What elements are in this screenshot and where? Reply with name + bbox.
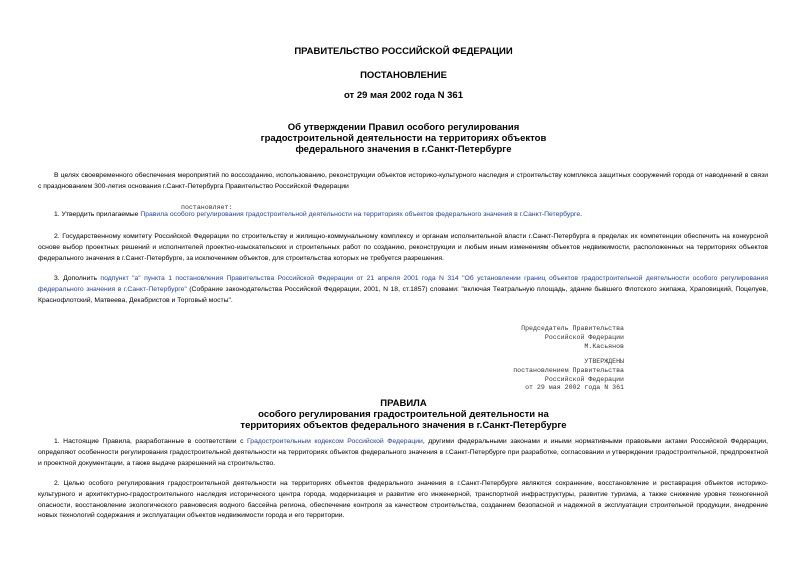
approval-line: УТВЕРЖДЕНЫ xyxy=(584,358,624,365)
rules-link[interactable]: Правила особого регулирования градостроительной деятельности на территориях объектов федерального значения в г.Санкт-Петербурге xyxy=(140,211,581,218)
signature-line: М.Касьянов xyxy=(584,342,624,350)
rules-title-line: особого регулирования градостроительной деятельности на xyxy=(258,409,549,420)
signature-line: Председатель Правительства xyxy=(521,325,624,332)
signature-line: Российской Федерации xyxy=(544,333,624,341)
rule-1-suffix: , другими федеральными законами и иными нормативными правовыми актами Российской Федерации, определяют особенности регулирования градостроительной деятельности на территориях объектов федерального значения в г.Санкт-Петербурге при разработке, согласовании и утверждении градостроительной, предпроектной и проектной документации, а также выдаче разрешений на строительство. xyxy=(38,438,768,467)
approval-line: постановлением Правительства xyxy=(513,366,624,374)
approval-block xyxy=(513,358,624,393)
decree-314-link[interactable]: подпункт "а" пункта 1 постановления Правительства Российской Федерации от 21 апреля 2001 года N 314 "Об установлении границ объектов градостроительной деятельности особого регулирования федерального значения в г.Санкт-Петербурге" xyxy=(38,275,768,293)
rule-1-paragraph xyxy=(38,437,768,469)
rules-title-line: ПРАВИЛА xyxy=(380,398,427,409)
document-type: ПОСТАНОВЛЕНИЕ xyxy=(360,70,447,81)
urban-code-link[interactable]: Градостроительным кодексом Российской Федерации xyxy=(247,438,423,445)
rules-title-line: территориях объектов федерального значения в г.Санкт-Петербурге xyxy=(240,420,567,431)
title-line: Об утверждении Правил особого регулирования xyxy=(287,122,520,133)
approval-line: от 29 мая 2002 года N 361 xyxy=(525,384,624,392)
document-title xyxy=(0,122,807,155)
item-3-suffix: (Собрание законодательства Российской Федерации, 2001, N 18, ст.1857) словами: "включая Театральную площадь, здание бывшего Флотского экипажа, Храповицкий, Поцелуев, Краснофлотский, Матвеева, Декабристов и Торговый мосты". xyxy=(38,285,768,304)
rule-1-prefix: 1. Настоящие Правила, разработанные в соответствии с xyxy=(54,438,247,445)
rule-2-paragraph: 2. Целью особого регулирования градостроительной деятельности на территориях объектов федерального значения в г.Санкт-Петербурге являются сохранение, восстановление и реставрация объектов историко-культурного и архитектурно-градостроительного наследия исторического центра города, модернизация и развитие его инженерной, транспортной инфраструктуры, развитие туризма, а также снижение уровня техногенной опасности, восстановление экологического равновесия водного бассейна региона, обеспечение контроля за качеством строительства, созданием безопасной и надежной в эксплуатации строительной продукции, внедрение новых технологий содержания и эксплуатации объектов недвижимости города и его территории. xyxy=(38,480,768,520)
decree-word: постановляет: xyxy=(181,204,233,211)
signature-block xyxy=(521,325,624,351)
preamble-paragraph: В целях своевременного обеспечения мероприятий по воссозданию, использованию, реконструкции объектов историко-культурного наследия и строительству комплекса защитных сооружений города от наводнений в связи с празднованием 300-летия основания г.Санкт-Петербурга Правительство Российской Федерации xyxy=(38,172,768,190)
title-line: градостроительной деятельности на территориях объектов xyxy=(260,133,547,144)
item-1-paragraph xyxy=(38,210,768,221)
item-3-paragraph xyxy=(38,274,768,306)
item-2-paragraph: 2. Государственному комитету Российской Федерации по строительству и жилищно-коммунальному комплексу и органам исполнительной власти г.Санкт-Петербурга в пределах их компетенции обеспечить на конкурсной основе выбор проектных решений и исполнителей проектно-изыскательских и строительных работ по созданию, реконструкции и любым иным изменениям объектов недвижимости, расположенных на территориях объектов федерального значения в г.Санкт-Петербурге, за исключением объектов, для строительства которых не требуется разрешения. xyxy=(38,233,768,262)
item-1-suffix: . xyxy=(580,211,582,218)
government-heading: ПРАВИТЕЛЬСТВО РОССИЙСКОЙ ФЕДЕРАЦИИ xyxy=(294,46,513,57)
title-line: федерального значения в г.Санкт-Петербурге xyxy=(295,144,512,155)
document-date: от 29 мая 2002 года N 361 xyxy=(343,90,464,101)
rules-title xyxy=(0,398,807,431)
item-3-prefix: 3. Дополнить xyxy=(54,275,101,282)
item-1-prefix: 1. Утвердить прилагаемые xyxy=(54,211,141,218)
approval-line: Российской Федерации xyxy=(544,375,624,383)
